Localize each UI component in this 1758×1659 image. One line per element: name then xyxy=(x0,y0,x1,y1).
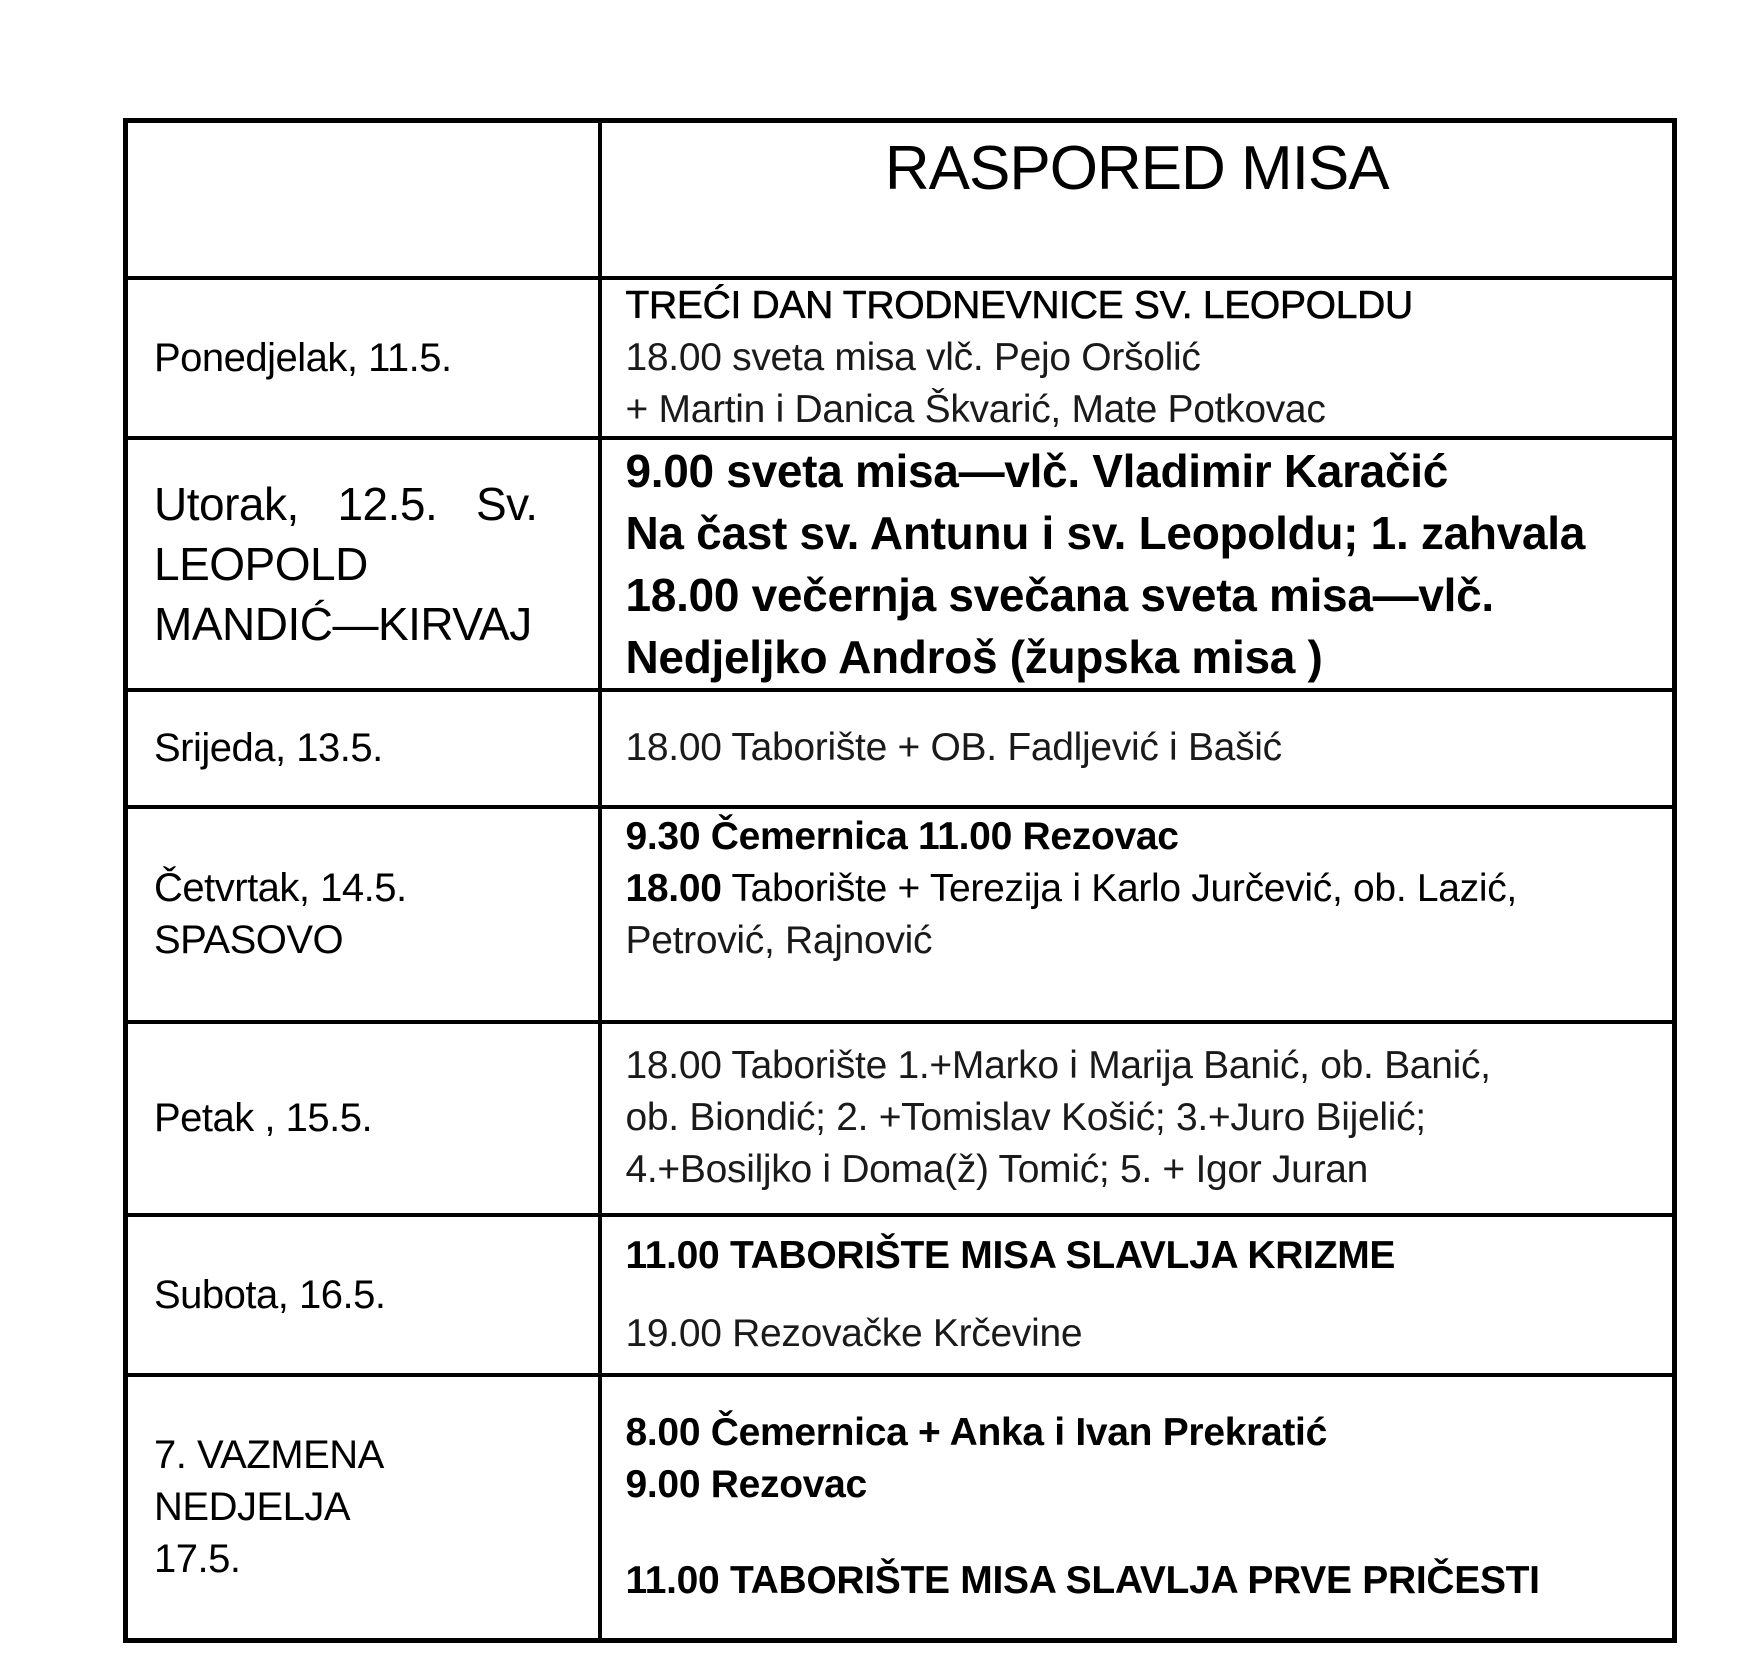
day-label: 17.5. xyxy=(154,1537,241,1582)
table-row xyxy=(126,1215,1675,1375)
table-row xyxy=(126,1375,1675,1641)
mass-line: 9.00 Rezovac xyxy=(625,1463,867,1507)
mass-line: 18.00 Taborište 1.+Marko i Marija Banić, ob. Banić, xyxy=(625,1044,1491,1087)
mass-cell-wednesday xyxy=(600,690,1675,807)
day-label: 7. VAZMENA xyxy=(154,1433,384,1478)
schedule-title: RASPORED MISA xyxy=(884,134,1389,203)
mass-line xyxy=(626,863,1661,915)
mass-line: Petrović, Rajnović xyxy=(625,918,933,962)
mass-line: Nedjeljko Androš (župska misa ) xyxy=(625,630,1323,683)
day-cell-wednesday xyxy=(126,690,600,807)
day-label: Četvrtak, 14.5. xyxy=(154,866,407,910)
table-row xyxy=(126,690,1675,807)
day-label: Srijeda, 13.5. xyxy=(154,726,383,770)
day-label: NEDJELJA xyxy=(154,1485,351,1530)
mass-line: 11.00 TABORIŠTE MISA SLAVLJA PRVE PRIČESTI xyxy=(625,1559,1540,1603)
day-label: Subota, 16.5. xyxy=(154,1272,386,1317)
day-label: Petak , 15.5. xyxy=(154,1096,373,1140)
table-row xyxy=(126,1022,1675,1215)
mass-schedule-table xyxy=(123,118,1677,1643)
day-label: SPASOVO xyxy=(154,918,344,962)
mass-line: ob. Biondić; 2. +Tomislav Košić; 3.+Juro Bijelić; xyxy=(625,1096,1426,1139)
mass-line: Na čast sv. Antunu i sv. Leopoldu; 1. zahvala xyxy=(625,506,1586,559)
mass-line: 9.00 sveta misa—vlč. Vladimir Karačić xyxy=(625,444,1449,497)
mass-intention: Taborište + Terezija i Karlo Jurčević, ob. Lazić, xyxy=(721,866,1517,910)
mass-cell-tuesday xyxy=(600,438,1675,690)
table-row xyxy=(126,278,1675,438)
day-cell-saturday xyxy=(126,1215,600,1375)
header-empty-cell xyxy=(126,121,600,278)
line-spacer xyxy=(626,1282,1661,1308)
table-row xyxy=(126,807,1675,1022)
table-header-row xyxy=(126,121,1675,278)
header-title-cell xyxy=(600,121,1675,278)
line-spacer xyxy=(626,1511,1661,1555)
mass-line: 19.00 Rezovačke Krčevine xyxy=(625,1311,1083,1355)
day-label: Utorak, 12.5. Sv. LEOPOLD MANDIĆ—KIRVAJ xyxy=(154,477,538,650)
day-cell-sunday xyxy=(126,1375,600,1641)
mass-line: 8.00 Čemernica + Anka i Ivan Prekratić xyxy=(625,1411,1327,1455)
mass-cell-friday xyxy=(600,1022,1675,1215)
mass-line: 18.00 večernja svečana sveta misa—vlč. xyxy=(625,568,1494,621)
day-cell-monday xyxy=(126,278,600,438)
mass-line: 9.30 Čemernica 11.00 Rezovac xyxy=(625,814,1179,858)
day-cell-tuesday xyxy=(126,438,600,690)
mass-time: 18.00 xyxy=(625,866,722,910)
mass-cell-monday xyxy=(600,278,1675,438)
mass-line: 18.00 sveta misa vlč. Pejo Oršolić xyxy=(625,335,1201,379)
day-cell-thursday xyxy=(126,807,600,1022)
mass-line: + Martin i Danica Škvarić, Mate Potkovac xyxy=(625,387,1326,431)
table-row xyxy=(126,438,1675,690)
day-cell-friday xyxy=(126,1022,600,1215)
mass-line: 11.00 TABORIŠTE MISA SLAVLJA KRIZME xyxy=(625,1233,1396,1277)
mass-cell-thursday xyxy=(600,807,1675,1022)
mass-line: 4.+Bosiljko i Doma(ž) Tomić; 5. + Igor Juran xyxy=(625,1148,1369,1191)
mass-cell-sunday xyxy=(600,1375,1675,1641)
mass-line: 18.00 Taborište + OB. Fadljević i Bašić xyxy=(625,726,1282,769)
day-label: Ponedjelak, 11.5. xyxy=(154,335,452,380)
mass-cell-saturday xyxy=(600,1215,1675,1375)
mass-line: TREĆI DAN TRODNEVNICE SV. LEOPOLDU xyxy=(625,283,1413,327)
